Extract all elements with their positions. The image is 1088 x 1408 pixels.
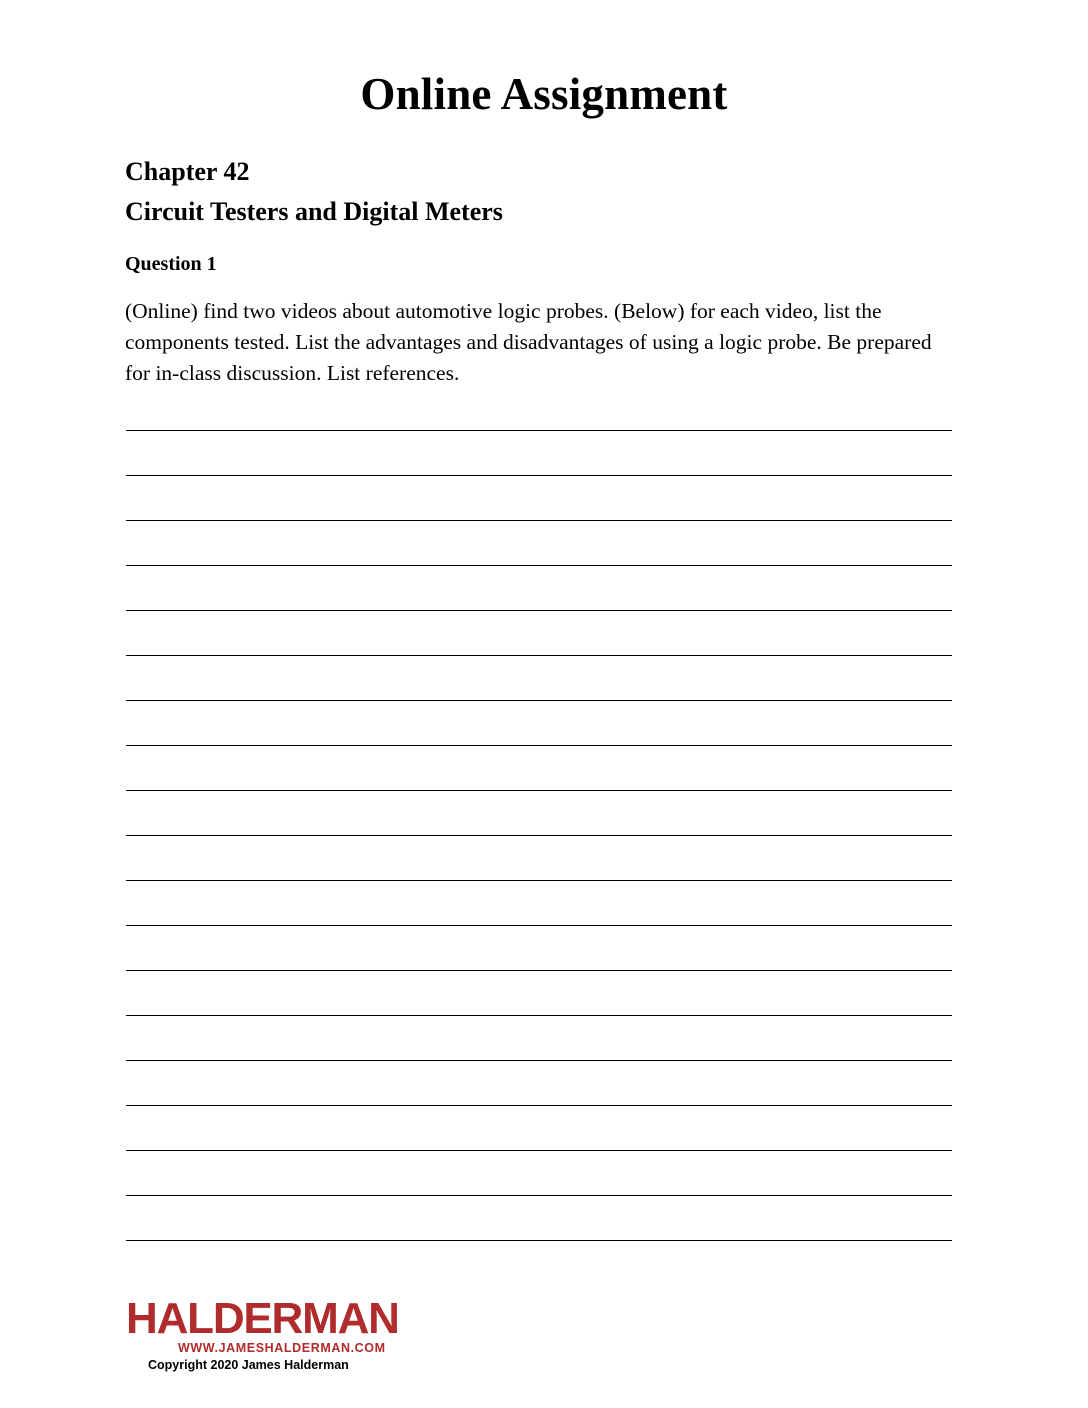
question-label: Question 1	[125, 253, 217, 275]
answer-line[interactable]	[126, 1105, 952, 1106]
answer-lines	[126, 430, 952, 1285]
answer-line[interactable]	[126, 1195, 952, 1196]
answer-line[interactable]	[126, 970, 952, 971]
chapter-heading	[125, 152, 955, 233]
answer-line[interactable]	[126, 610, 952, 611]
answer-line[interactable]	[126, 1150, 952, 1151]
answer-line[interactable]	[126, 1015, 952, 1016]
chapter-number: Chapter 42	[125, 157, 250, 186]
page-title: Online Assignment	[360, 69, 728, 119]
question-text: (Online) find two videos about automotive logic probes. (Below) for each video, list the components tested. List the advantages and disadvantages of using a logic probe. Be prepared for in-class discussion. List references.	[125, 299, 932, 385]
answer-line[interactable]	[126, 700, 952, 701]
chapter-name: Circuit Testers and Digital Meters	[125, 197, 503, 227]
footer	[126, 1294, 546, 1372]
answer-line[interactable]	[126, 655, 952, 656]
answer-line[interactable]	[126, 1060, 952, 1061]
answer-line[interactable]	[126, 835, 952, 836]
answer-line[interactable]	[126, 520, 952, 521]
answer-line[interactable]	[126, 430, 952, 431]
brand-website: WWW.JAMESHALDERMAN.COM	[178, 1340, 386, 1355]
answer-line[interactable]	[126, 790, 952, 791]
answer-line[interactable]	[126, 565, 952, 566]
answer-line[interactable]	[126, 1240, 952, 1241]
answer-line[interactable]	[126, 745, 952, 746]
copyright-notice: Copyright 2020 James Halderman	[148, 1357, 349, 1372]
answer-line[interactable]	[126, 475, 952, 476]
halderman-logo: HALDERMAN	[126, 1294, 399, 1343]
answer-line[interactable]	[126, 880, 952, 881]
answer-line[interactable]	[126, 925, 952, 926]
